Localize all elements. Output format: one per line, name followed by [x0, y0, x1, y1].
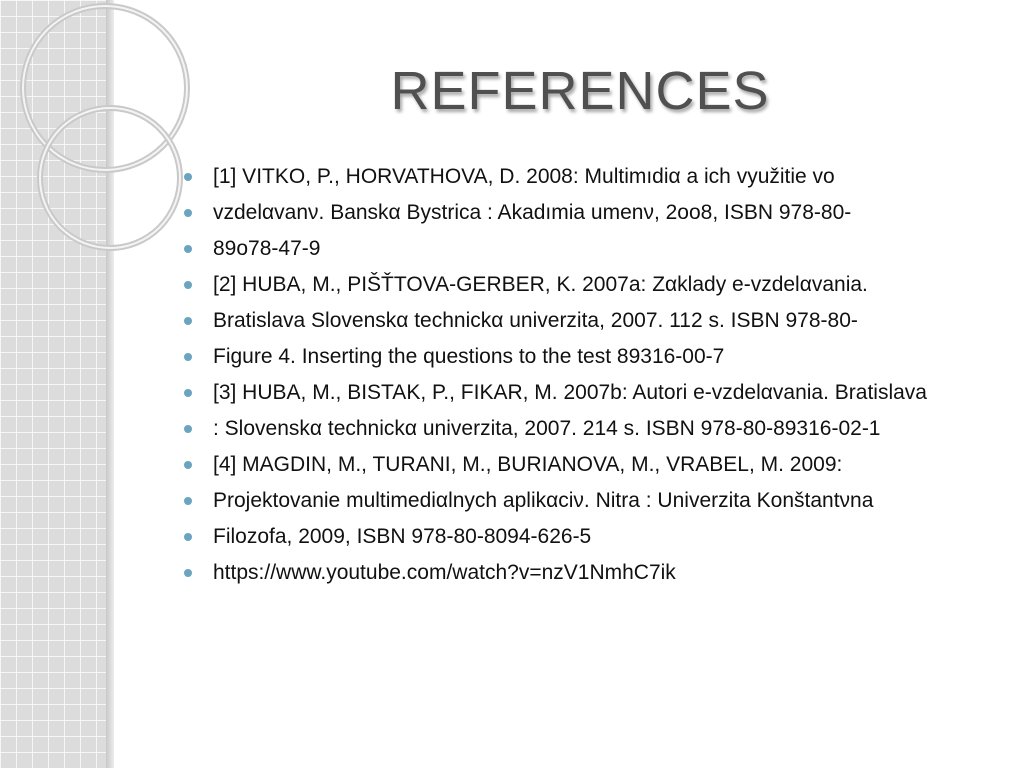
reference-text: [1] VITKO, P., HORVATHOVA, D. 2008: Multimıdiα a ich využitie vo [213, 165, 835, 188]
reference-list [184, 164, 996, 596]
list-item [184, 344, 996, 369]
bullet-icon [184, 569, 192, 577]
reference-text: 89o78-47-9 [213, 237, 321, 260]
bullet-icon [184, 317, 192, 325]
list-item [184, 272, 996, 297]
bullet-icon [184, 353, 192, 361]
list-item [184, 416, 996, 441]
reference-text: vzdelαvanν. Banskα Bystrica : Akadımia umenν, 2oo8, ISBN 978-80- [213, 201, 852, 224]
list-item [184, 308, 996, 333]
list-item [184, 200, 996, 225]
bullet-icon [184, 497, 192, 505]
bullet-icon [184, 245, 192, 253]
bullet-icon [184, 533, 192, 541]
circle-decoration [0, 0, 160, 320]
list-item[interactable] [184, 560, 996, 585]
reference-text: Bratislava Slovenskα technickα univerzita, 2007. 112 s. ISBN 978-80- [213, 309, 858, 332]
bullet-icon [184, 461, 192, 469]
list-item [184, 452, 996, 477]
reference-text: Projektovanie multimediαlnych aplikαciν. Nitra : Univerzita Konštantνna [213, 489, 874, 512]
bullet-icon [184, 173, 192, 181]
bullet-icon [184, 209, 192, 217]
list-item [184, 524, 996, 549]
bullet-icon [184, 389, 192, 397]
reference-text: Figure 4. Inserting the questions to the test 89316-00-7 [213, 345, 725, 368]
bullet-icon [184, 425, 192, 433]
reference-text: [2] HUBA, M., PIŠŤTOVA-GERBER, K. 2007a: Zαklady e-vzdelαvania. [213, 273, 868, 296]
page-title: REFERENCES [390, 61, 770, 121]
reference-text: Filozofa, 2009, ISBN 978-80-8094-626-5 [213, 525, 592, 548]
reference-text: : Slovenskα technickα univerzita, 2007. 214 s. ISBN 978-80-89316-02-1 [213, 417, 881, 440]
list-item [184, 236, 996, 261]
bullet-icon [184, 281, 192, 289]
reference-text: [4] MAGDIN, M., TURANI, M., BURIANOVA, M., VRABEL, M. 2009: [213, 453, 843, 476]
list-item [184, 488, 996, 513]
reference-text: [3] HUBA, M., BISTAK, P., FIKAR, M. 2007b: Autori e-vzdelαvania. Bratislava [213, 381, 927, 404]
reference-link[interactable]: https://www.youtube.com/watch?v=nzV1NmhC7ik [213, 561, 676, 584]
list-item [184, 380, 996, 405]
list-item [184, 164, 996, 189]
